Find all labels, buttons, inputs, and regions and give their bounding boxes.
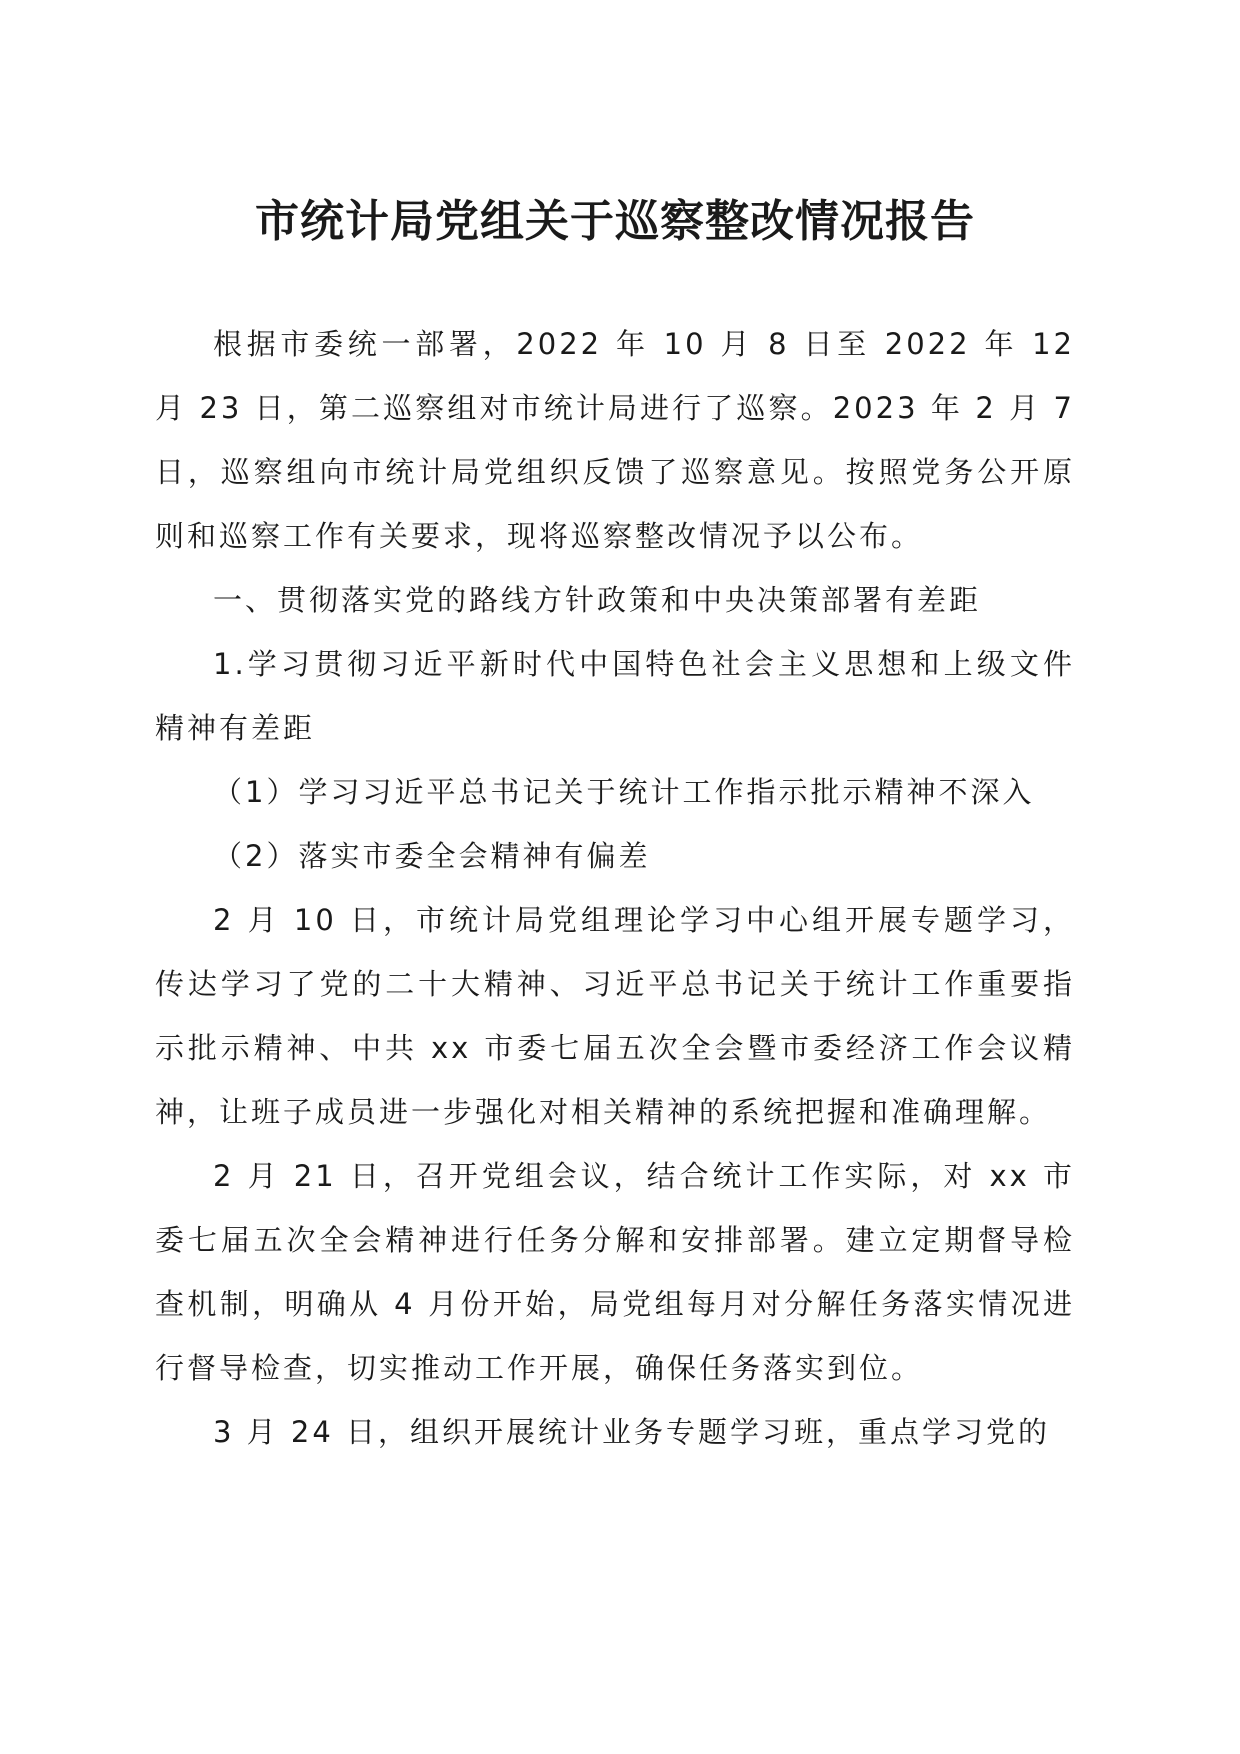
paragraph-feb-21: 2 月 21 日，召开党组会议，结合统计工作实际，对 xx 市委七届五次全会精神进行任务分解和安排部署。建立定期督导检查机制，明确从 4 月份开始，局党组每月对分解任务落实情况进行督导检查，切实推动工作开展，确保任务落实到位。 [155, 1159, 1075, 1385]
document-body [155, 312, 1075, 1464]
document-title: 市统计局党组关于巡察整改情况报告 [255, 196, 975, 247]
paragraph-intro: 根据市委统一部署，2022 年 10 月 8 日至 2022 年 12 月 23 日，第二巡察组对市统计局进行了巡察。2023 年 2 月 7 日，巡察组向市统计局党组织反馈了巡察意见。按照党务公开原则和巡察工作有关要求，现将巡察整改情况予以公布。 [155, 327, 1075, 553]
subsection-heading-1: 1.学习贯彻习近平新时代中国特色社会主义思想和上级文件精神有差距 [155, 647, 1075, 745]
paragraph-feb-10: 2 月 10 日，市统计局党组理论学习中心组开展专题学习，传达学习了党的二十大精神、习近平总书记关于统计工作重要指示批示精神、中共 xx 市委七届五次全会暨市委经济工作会议精神，让班子成员进一步强化对相关精神的系统把握和准确理解。 [155, 903, 1075, 1129]
item-heading-1: （1）学习习近平总书记关于统计工作指示批示精神不深入 [213, 775, 1035, 809]
section-heading-1: 一、贯彻落实党的路线方针政策和中央决策部署有差距 [213, 583, 982, 617]
paragraph-mar-24: 3 月 24 日，组织开展统计业务专题学习班，重点学习党的 [213, 1415, 1051, 1449]
item-heading-2: （2）落实市委全会精神有偏差 [213, 839, 651, 873]
